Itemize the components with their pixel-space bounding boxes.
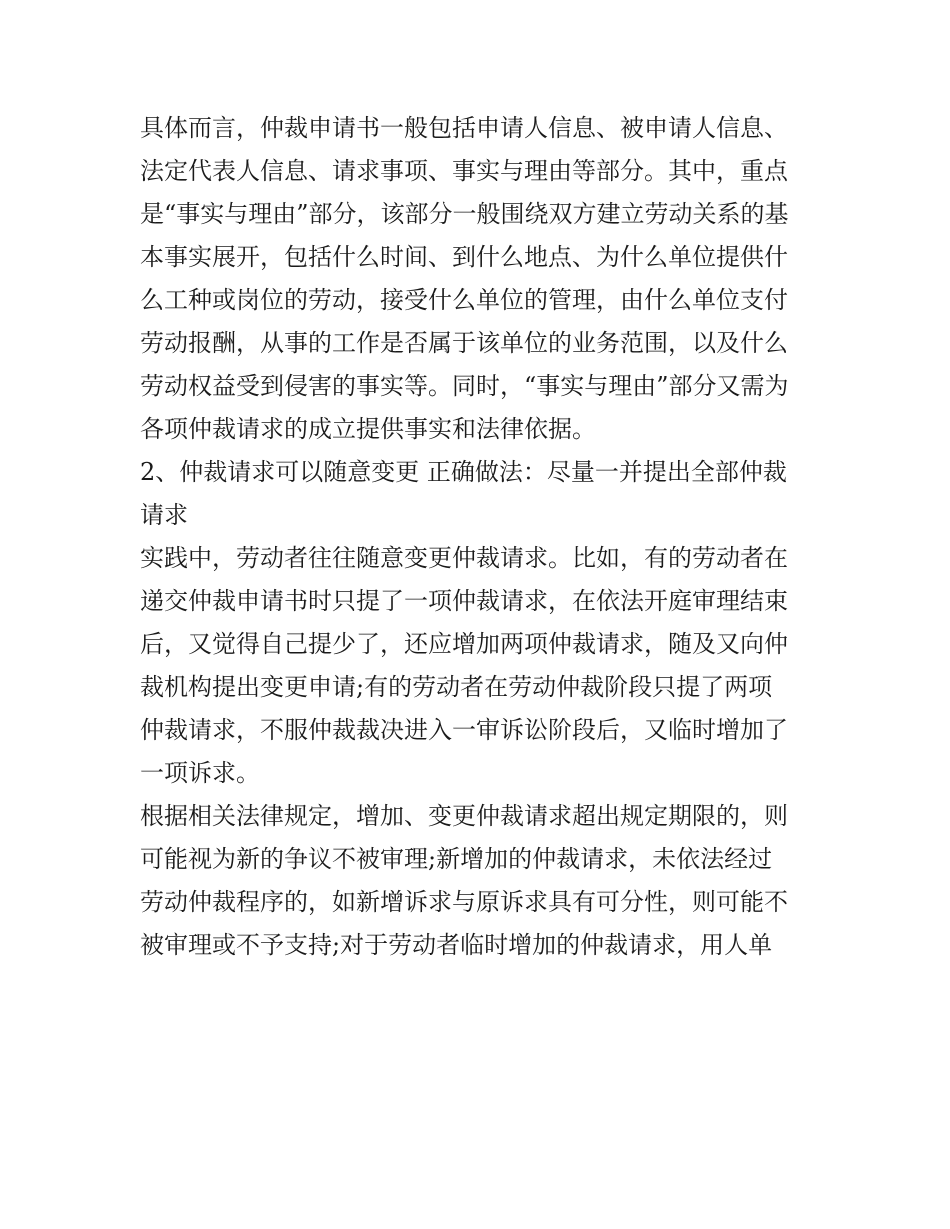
text-line: 裁机构提出变更申请;有的劳动者在劳动仲裁阶段只提了两项 [140, 673, 773, 701]
text-line: 本事实展开，包括什么时间、到什么地点、为什么单位提供什 [140, 243, 788, 271]
text-line: 么工种或岗位的劳动，接受什么单位的管理，由什么单位支付 [140, 286, 788, 314]
text-line: 劳动仲裁程序的，如新增诉求与原诉求具有可分性，则可能不 [140, 888, 788, 916]
text-line: 各项仲裁请求的成立提供事实和法律依据。 [140, 415, 596, 443]
body-text [140, 107, 820, 967]
text-line: 是“事实与理由”部分，该部分一般围绕双方建立劳动关系的基 [140, 200, 789, 228]
text-line: 实践中，劳动者往往随意变更仲裁请求。比如，有的劳动者在 [140, 544, 788, 572]
text-line: 具体而言，仲裁申请书一般包括申请人信息、被申请人信息、 [140, 114, 788, 142]
text-line: 仲裁请求，不服仲裁裁决进入一审诉讼阶段后，又临时增加了 [140, 716, 788, 744]
text-line: 后，又觉得自己提少了，还应增加两项仲裁请求，随及又向仲 [140, 630, 788, 658]
text-line: 根据相关法律规定，增加、变更仲裁请求超出规定期限的，则 [140, 802, 788, 830]
text-line: 法定代表人信息、请求事项、事实与理由等部分。其中，重点 [140, 157, 788, 185]
text-line: 可能视为新的争议不被审理;新增加的仲裁请求，未依法经过 [140, 845, 773, 873]
text-line: 劳动报酬，从事的工作是否属于该单位的业务范围，以及什么 [140, 329, 788, 357]
text-line: 劳动权益受到侵害的事实等。同时，“事实与理由”部分又需为 [140, 372, 789, 400]
section-heading: 2、仲裁请求可以随意变更 正确做法：尽量一并提出全部仲裁 [140, 458, 787, 486]
text-line: 一项诉求。 [140, 759, 260, 787]
text-line: 递交仲裁申请书时只提了一项仲裁请求，在依法开庭审理结束 [140, 587, 788, 615]
text-line: 被审理或不予支持;对于劳动者临时增加的仲裁请求，用人单 [140, 931, 773, 959]
section-heading-continued: 请求 [140, 501, 188, 529]
